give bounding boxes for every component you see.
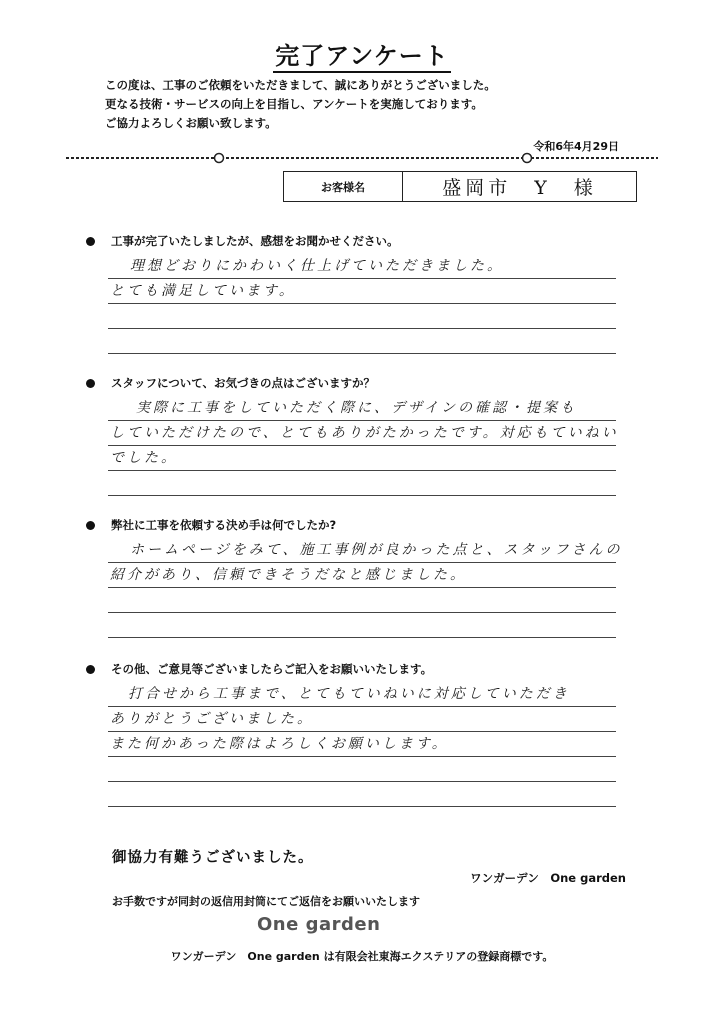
trademark-footer: ワンガーデン One garden は有限会社東海エクステリアの登録商標です。 xyxy=(170,950,554,963)
question-text: 工事が完了いたしましたが、感想をお聞かせください。 xyxy=(111,234,399,248)
answer-line xyxy=(108,782,616,807)
bullet-icon xyxy=(86,665,95,674)
bullet-icon xyxy=(86,237,95,246)
answer-text: 実際に工事をしていただく際に、デザインの確認・提案も xyxy=(136,400,578,416)
question-section-2 xyxy=(86,374,619,496)
question-heading xyxy=(86,660,616,678)
answer-line xyxy=(108,613,616,638)
bullet-icon xyxy=(86,379,95,388)
answer-text: していただけたので、とてもありがたかったです。対応もていねい xyxy=(110,425,619,441)
question-heading xyxy=(86,374,616,392)
question-text: スタッフについて、お気づきの点はございますか？ xyxy=(111,376,376,390)
survey-date: 令和6年4月29日 xyxy=(533,140,619,153)
answer-line xyxy=(108,732,616,757)
intro-line: ご協力よろしくお願い致します。 xyxy=(105,116,277,130)
answer-line xyxy=(108,421,619,446)
answer-line xyxy=(108,563,616,588)
intro-line: 更なる技術・サービスの向上を目指し、アンケートを実施しております。 xyxy=(105,97,483,111)
intro-text xyxy=(105,76,496,133)
answer-line xyxy=(108,304,616,329)
answer-text: 紹介があり、信頼できそうだなと感じました。 xyxy=(110,567,467,583)
company-name: ワンガーデン One garden xyxy=(470,871,626,885)
decorative-divider xyxy=(66,152,658,164)
question-heading xyxy=(86,232,616,250)
question-text: その他、ご意見等ございましたらご記入をお願いいたします。 xyxy=(111,662,433,676)
title-text: 完了アンケート xyxy=(273,42,451,73)
answer-line xyxy=(108,757,616,782)
thanks-message: 御協力有難うございました。 xyxy=(112,850,314,866)
answer-line xyxy=(108,588,616,613)
answer-text: また何かあった際はよろしくお願いします。 xyxy=(110,736,449,752)
answer-text: ホームページをみて、施工事例が良かった点と、スタッフさんの xyxy=(130,542,623,558)
answer-line xyxy=(108,707,616,732)
answer-line xyxy=(108,471,616,496)
answer-lines xyxy=(108,538,623,638)
answer-line xyxy=(108,279,616,304)
answer-line xyxy=(108,254,616,279)
answer-line xyxy=(108,396,616,421)
answer-text: 理想どおりにかわいく仕上げていただきました。 xyxy=(130,258,504,274)
question-section-3 xyxy=(86,516,623,638)
answer-lines xyxy=(108,396,619,496)
answer-text: ありがとうございました。 xyxy=(110,711,314,727)
question-heading xyxy=(86,516,616,534)
question-section-4 xyxy=(86,660,616,807)
answer-lines xyxy=(108,254,616,354)
answer-lines xyxy=(108,682,616,807)
intro-line: この度は、工事のご依頼をいただきまして、誠にありがとうございました。 xyxy=(105,78,496,92)
customer-label: お客様名 xyxy=(284,172,403,201)
answer-line xyxy=(108,538,623,563)
answer-line xyxy=(108,682,616,707)
answer-text: とても満足しています。 xyxy=(110,283,296,299)
answer-line xyxy=(108,446,616,471)
customer-value: 盛岡市 Y 様 xyxy=(442,177,597,199)
answer-line xyxy=(108,329,616,354)
question-section-1 xyxy=(86,232,616,354)
question-text: 弊社に工事を依頼する決め手は何でしたか? xyxy=(111,518,337,532)
answer-text: でした。 xyxy=(110,450,178,466)
bullet-icon xyxy=(86,521,95,530)
answer-text: 打合せから工事まで、とてもていねいに対応していただき xyxy=(128,686,570,702)
page-title xyxy=(0,36,724,71)
return-note: お手数ですが同封の返信用封筒にてご返信をお願いいたします xyxy=(112,895,420,908)
company-logo: One garden xyxy=(257,914,381,935)
customer-name-box xyxy=(283,171,637,202)
